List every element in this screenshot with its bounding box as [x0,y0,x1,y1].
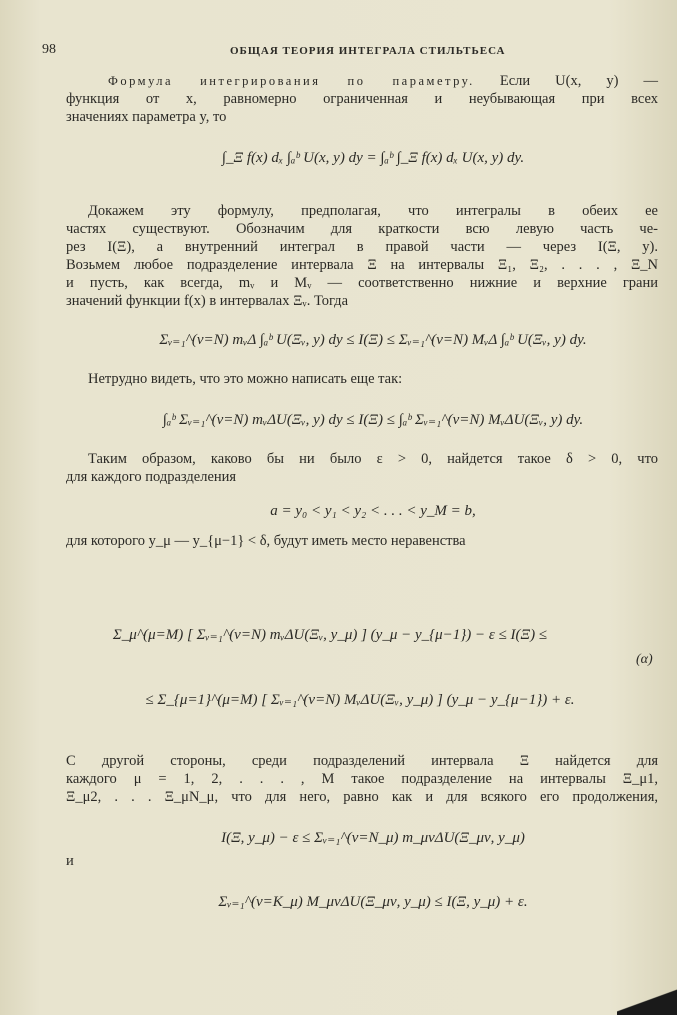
formula-3: ∫ₐᵇ Σᵥ₌₁^(ν=N) mᵥΔU(Ξᵥ, y) dy ≤ I(Ξ) ≤ ∫ₐᵇ Σᵥ₌₁^(ν=N) MᵥΔU(Ξᵥ, y) dy. [162,412,584,428]
paragraph-1-line: значениях параметра y, то [66,109,227,125]
formula-1: ∫_Ξ f(x) dₓ ∫ₐᵇ U(x, y) dy = ∫ₐᵇ ∫_Ξ f(x) dₓ U(x, y) dy. [221,150,525,166]
page-number: 98 [42,42,56,57]
paragraph-6-line: Ξ_μ2, . . . Ξ_μN_μ, что для него, равно как и для всякого его продолжения, [66,789,658,805]
formula-7: Σᵥ₌₁^(ν=K_μ) M_μνΔU(Ξ_μν, y_μ) ≤ I(Ξ, y_μ) + ε. [218,894,528,910]
paragraph-2-line: частях существуют. Обозначим для краткости всю левую часть че- [66,221,658,237]
paragraph-2-line: рез I(Ξ), а внутренний интеграл в правой части — через I(Ξ, y). [66,239,658,255]
paragraph-6-line: С другой стороны, среди подразделений интервала Ξ найдется для [66,753,658,769]
running-title: ОБЩАЯ ТЕОРИЯ ИНТЕГРАЛА СТИЛЬТЬЕСА [230,45,506,57]
text-line: для которого y_μ — y_{μ−1} < δ, будут иметь место неравенства [66,533,466,549]
scan-shadow [617,985,677,1015]
paragraph-6-line: каждого μ = 1, 2, . . . , M такое подразделение на интервалы Ξ_μ1, [66,771,658,787]
paragraph-1-line [88,72,658,90]
equation-tag: (α) [636,652,653,667]
formula-6: I(Ξ, y_μ) − ε ≤ Σᵥ₌₁^(ν=N_μ) m_μνΔU(Ξ_μν, y_μ) [221,830,525,846]
text-line: Нетрудно видеть, что это можно написать еще так: [88,371,403,387]
paragraph-2-line: Докажем эту формулу, предполагая, что интегралы в обеих ее [88,203,658,219]
paragraph-2-line: Возьмем любое подразделение интервала Ξ на интервалы Ξ₁, Ξ₂, . . . , Ξ_N [66,257,658,273]
paragraph-2-line: и пусть, как всегда, mᵥ и Mᵥ — соответственно нижние и верхние грани [66,275,658,291]
formula-5a: Σ_μ^(μ=M) [ Σᵥ₌₁^(ν=N) mᵥΔU(Ξᵥ, y_μ) ] (y_μ − y_{μ−1}) − ε ≤ I(Ξ) ≤ [112,627,548,643]
text: Если U(x, y) — [474,73,658,89]
formula-4: a = y₀ < y₁ < y₂ < . . . < y_M = b, [270,503,476,519]
conjunction: и [66,853,74,869]
section-heading: Формула интегрирования по параметру. [108,74,475,88]
paragraph-1-line: функция от x, равномерно ограниченная и неубывающая при всех [66,91,658,107]
paragraph-2-line: значений функции f(x) в интервалах Ξᵥ. Тогда [66,293,348,309]
formula-2: Σᵥ₌₁^(ν=N) mᵥΔ ∫ₐᵇ U(Ξᵥ, y) dy ≤ I(Ξ) ≤ Σᵥ₌₁^(ν=N) MᵥΔ ∫ₐᵇ U(Ξᵥ, y) dy. [159,332,587,348]
paragraph-4-line: для каждого подразделения [66,469,237,485]
formula-5b: ≤ Σ_{μ=1}^(μ=M) [ Σᵥ₌₁^(ν=N) MᵥΔU(Ξᵥ, y_μ) ] (y_μ − y_{μ−1}) + ε. [145,692,575,708]
paragraph-4-line: Таким образом, каково бы ни было ε > 0, найдется такое δ > 0, что [88,451,658,467]
